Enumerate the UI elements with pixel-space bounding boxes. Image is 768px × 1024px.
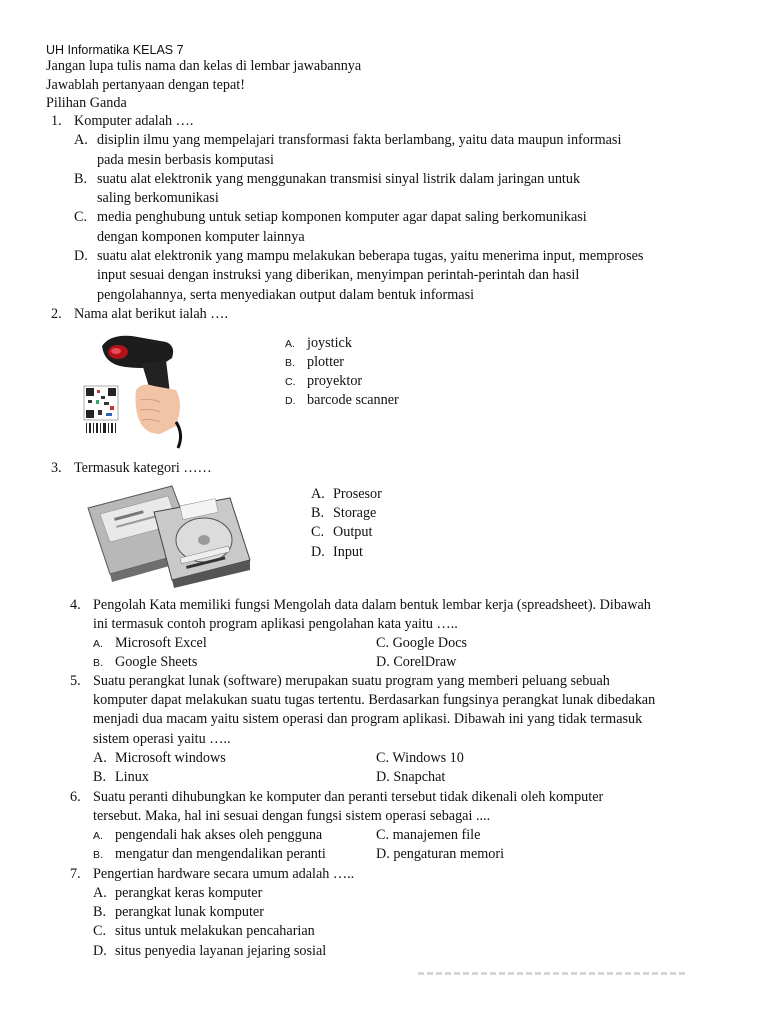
option-C: [93, 923, 315, 940]
option-letter: C.: [376, 750, 390, 766]
question-number: 3.: [51, 460, 62, 476]
hard-disk-image: [80, 480, 256, 590]
footer-watermark: [418, 972, 688, 975]
option-letter: D.: [74, 248, 88, 264]
option-D: [376, 846, 504, 863]
option-letter: A.: [285, 338, 295, 350]
question-text: Komputer adalah ….: [74, 113, 194, 129]
option-D: [376, 769, 445, 786]
option-text: disiplin ilmu yang mempelajari transformasi fakta berlambang, yaitu data maupun informasi: [97, 132, 622, 148]
question-text: menjadi dua macam yaitu sistem operasi dan program aplikasi. Dibawah ini yang tidak termasuk: [93, 711, 643, 727]
hard-drive-icon: [154, 498, 250, 588]
option-text: perangkat lunak komputer: [115, 904, 264, 920]
section-heading: Pilihan Ganda: [46, 95, 127, 111]
option-text: suatu alat elektronik yang menggunakan transmisi sinyal listrik dalam jaringan untuk: [97, 171, 581, 187]
option-text: barcode scanner: [307, 392, 399, 408]
option-letter: B.: [93, 849, 103, 861]
option-letter: C.: [285, 376, 296, 388]
option-text: Prosesor: [333, 486, 382, 502]
option-text: perangkat keras komputer: [115, 885, 263, 901]
option-letter: B.: [93, 904, 107, 920]
option-A: [285, 335, 352, 352]
option-text: pada mesin berbasis komputasi: [97, 152, 274, 168]
question-number: 7.: [70, 866, 81, 882]
question-text: tersebut. Maka, hal ini sesuai dengan fungsi sistem operasi sebagai ....: [93, 808, 491, 824]
option-B: [93, 769, 149, 786]
option-text: Microsoft windows: [115, 750, 226, 766]
option-letter: B.: [74, 171, 88, 187]
instruction-line: Jawablah pertanyaan dengan tepat!: [46, 77, 245, 93]
option-C: [376, 750, 464, 767]
option-text: Linux: [115, 769, 149, 785]
option-letter: C.: [376, 635, 390, 651]
question-text: Suatu peranti dihubungkan ke komputer dan peranti tersebut tidak dikenali oleh komputer: [93, 789, 604, 805]
option-text: input sesuai dengan instruksi yang diberikan, menyimpan perintah-perintah dan hasil: [97, 267, 580, 283]
document-title: UH Informatika KELAS 7: [46, 43, 184, 57]
qr-code-icon: [84, 386, 118, 420]
option-B: [285, 354, 344, 371]
option-B: [93, 904, 264, 921]
option-letter: D.: [93, 943, 107, 959]
option-text: pengaturan memori: [393, 846, 505, 862]
option-D: [376, 654, 456, 671]
option-D: [311, 544, 363, 561]
option-C: [285, 373, 362, 390]
option-text: situs penyedia layanan jejaring sosial: [115, 943, 327, 959]
option-letter: B.: [311, 505, 325, 521]
option-letter: C.: [93, 923, 107, 939]
option-text: situs untuk melakukan pencaharian: [115, 923, 315, 939]
option-text: pengolahannya, serta menyediakan output dalam bentuk informasi: [97, 287, 475, 303]
option-text: Storage: [333, 505, 377, 521]
option-letter: D.: [311, 544, 325, 560]
option-letter: A.: [93, 885, 107, 901]
option-text: plotter: [307, 354, 345, 370]
option-text: Output: [333, 524, 373, 540]
barcode-scanner-image: [80, 330, 190, 450]
option-text: suatu alat elektronik yang mampu melakukan beberapa tugas, yaitu menerima input, memproses: [97, 248, 644, 264]
question-number: 1.: [51, 113, 62, 129]
option-text: dengan komponen komputer lainnya: [97, 229, 305, 245]
option-letter: A.: [74, 132, 88, 148]
question-text: Termasuk kategori ……: [74, 460, 212, 476]
option-A: [311, 486, 382, 503]
question-text: Pengertian hardware secara umum adalah …..: [93, 866, 355, 882]
option-C: [311, 524, 372, 541]
option-B: [93, 654, 197, 671]
option-letter: D.: [376, 769, 390, 785]
question-text: Pengolah Kata memiliki fungsi Mengolah data dalam bentuk lembar kerja (spreadsheet). Dibawah: [93, 597, 651, 613]
question-text: sistem operasi yaitu …..: [93, 731, 231, 747]
option-A: [93, 827, 322, 844]
option-letter: D.: [376, 846, 390, 862]
barcode-icon: [86, 423, 116, 433]
question-number: 5.: [70, 673, 81, 689]
option-text: mengatur dan mengendalikan peranti: [115, 846, 326, 862]
option-B: [93, 846, 326, 863]
option-letter: A.: [93, 638, 103, 650]
option-text: CorelDraw: [393, 654, 457, 670]
option-text: Google Docs: [392, 635, 468, 651]
option-letter: A.: [93, 830, 103, 842]
option-C: [376, 827, 480, 844]
option-text: saling berkomunikasi: [97, 190, 219, 206]
option-text: Google Sheets: [115, 654, 198, 670]
question-text: Suatu perangkat lunak (software) merupakan suatu program yang memberi peluang sebuah: [93, 673, 610, 689]
option-D: [285, 392, 399, 409]
option-A: [93, 635, 207, 652]
option-text: joystick: [307, 335, 352, 351]
question-text: ini termasuk contoh program aplikasi pengolahan kata yaitu …..: [93, 616, 458, 632]
option-text: pengendali hak akses oleh pengguna: [115, 827, 323, 843]
option-B: [311, 505, 376, 522]
option-text: Windows 10: [392, 750, 464, 766]
option-text: Snapchat: [393, 769, 446, 785]
option-letter: A.: [93, 750, 107, 766]
option-text: proyektor: [307, 373, 363, 389]
option-letter: D.: [285, 395, 296, 407]
option-letter: B.: [93, 657, 103, 669]
question-text: Nama alat berikut ialah ….: [74, 306, 229, 322]
option-C: [376, 635, 467, 652]
question-number: 4.: [70, 597, 81, 613]
option-letter: C.: [376, 827, 390, 843]
option-letter: C.: [74, 209, 88, 225]
option-A: [93, 750, 226, 767]
option-text: Microsoft Excel: [115, 635, 207, 651]
question-text: komputer dapat melakukan suatu tugas tertentu. Berdasarkan fungsinya perangkat lunak dibedakan: [93, 692, 656, 708]
option-text: Input: [333, 544, 363, 560]
option-letter: B.: [93, 769, 107, 785]
option-text: manajemen file: [392, 827, 481, 843]
option-A: [93, 885, 262, 902]
option-letter: D.: [376, 654, 390, 670]
option-D: [93, 943, 326, 960]
option-letter: C.: [311, 524, 325, 540]
option-letter: A.: [311, 486, 325, 502]
question-number: 6.: [70, 789, 81, 805]
option-letter: B.: [285, 357, 295, 369]
question-number: 2.: [51, 306, 62, 322]
instruction-line: Jangan lupa tulis nama dan kelas di lembar jawabannya: [46, 58, 362, 74]
option-text: media penghubung untuk setiap komponen komputer agar dapat saling berkomunikasi: [97, 209, 587, 225]
